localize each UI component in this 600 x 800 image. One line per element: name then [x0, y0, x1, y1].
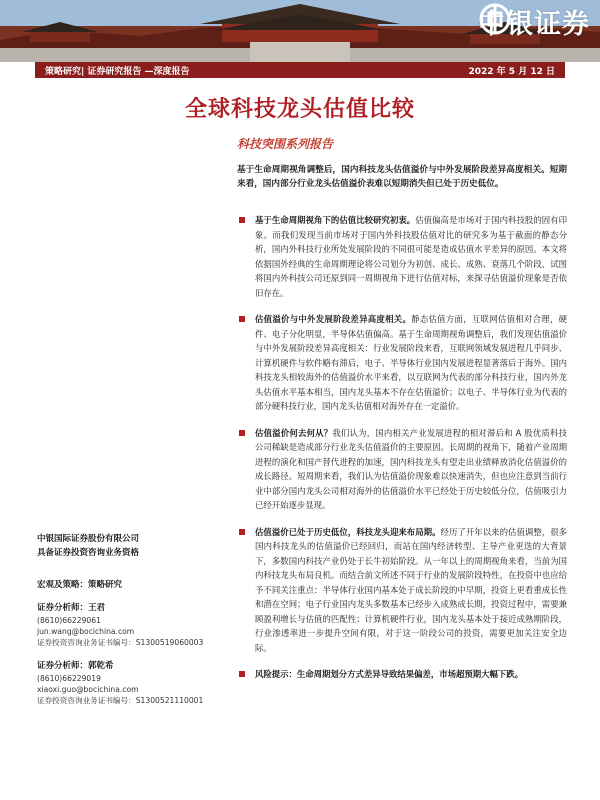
bullet-square-icon — [239, 671, 245, 677]
key-points-list — [237, 213, 567, 682]
analyst-name: 证券分析师：郭乾希 — [37, 661, 114, 671]
report-subtitle: 科技突围系列报告 — [237, 137, 334, 151]
key-point — [237, 525, 567, 656]
bullet-square-icon — [239, 217, 245, 223]
analyst-phone: (8610)66229019 — [37, 674, 101, 683]
analyst-cert: 证券投资咨询业务证书编号：S1300519060003 — [37, 638, 204, 647]
report-title: 全球科技龙头估值比较 — [184, 96, 415, 122]
key-point-text: 经历了开年以来的估值调整，很多国内科技龙头的估值溢价已经回归，而站在国内经济转型、主导产业更迭的大背景下，多数国内科技产业仍处于长牛初始阶段。从一年以上的周期视角来看，当前为国内科技龙头布局良机。而结合前文所述不同于行业的发展阶段特性，在投资中也应给予不同关注重点：半导体行业国内基本处于成长阶段的中早期，投资上更看重成长性和潜在空间；电子行业国内龙头多数基本已经步入成熟成长期，投资过程中，需要兼顾盈利增长与估值的匹配性；计算机硬件行业，国内龙头基本处于接近成熟期阶段，行业渗透率进一步提升空间有限，对于这一阶段公司的投资，需要更加关注安全边际。 — [255, 526, 567, 653]
company-name: 中银国际证券股份有限公司 — [37, 534, 140, 544]
report-date: 2022 年 5 月 12 日 — [468, 66, 555, 77]
key-point-heading: 估值溢价与中外发展阶段差异高度相关。 — [255, 314, 412, 324]
key-point-heading: 估值溢价已处于历史低位，科技龙头迎来布局期。 — [255, 526, 441, 537]
header-banner — [0, 0, 600, 62]
bullet-square-icon — [239, 529, 245, 535]
analyst-phone: (8610)66229061 — [37, 616, 101, 625]
analyst-card — [37, 602, 227, 648]
research-section: 宏观及策略：策略研究 — [37, 580, 123, 590]
report-info-bar — [35, 62, 565, 78]
analyst-card — [37, 660, 227, 706]
brand-name: 中银证券 — [478, 9, 590, 40]
key-point-text: 我们认为，国内相关产业发展进程的相对滞后和 A 股优质科技公司稀缺是造成部分行业龙头估值溢价的主要原因。长周期的视角下，随着产业周期进程的演化和国产替代进程的加速，国内科技龙头有望走出业绩释放消化估值溢价的成长路径。短周期来看，我们认为估值溢价现象难以快速消失，但也应注意到当前行业中部分国内龙头公司相对海外的估值溢价水平已经处于历史较低分位，估值吸引力已经开始逐步显现。 — [255, 427, 567, 510]
key-point-text: 静态估值方面，互联网估值相对合理，硬件、电子分化明显，半导体估值偏高。基于生命周期视角调整后，我们发现估值溢价与中外发展阶段差异高度相关：行业发展阶段来看，互联网领域发展进程几乎同步、计算机硬件与软件略有滞后，电子、半导体行业国内发展进程显著落后于海外。国内科技龙头相较海外的估值溢价水平来看，以互联网为代表的部分科技行业，国内外龙头估值水平基本相当，国内龙头基本不存在估值溢价；以电子、半导体行业为代表的部分硬科技行业，国内龙头估值相对海外存在一定溢价。 — [255, 314, 568, 411]
key-point-heading: 基于生命周期视角下的估值比较研究初衷。 — [255, 215, 416, 225]
key-point — [237, 312, 567, 414]
summary-paragraph: 基于生命周期视角调整后，国内科技龙头估值溢价与中外发展阶段差异高度相关。短期来看，国内部分行业龙头估值溢价表难以短期消失但已处于历史低位。 — [237, 165, 567, 189]
analyst-email[interactable]: xiaoxi.guo@bocichina.com — [37, 685, 139, 694]
author-sidebar — [37, 532, 227, 718]
risk-warning — [237, 667, 567, 682]
bullet-square-icon — [239, 316, 245, 322]
report-tags: 策略研究| 证券研究报告 —深度报告 — [45, 66, 190, 77]
company-qualification: 具备证券投资咨询业务资格 — [37, 548, 140, 558]
risk-warning-text: 风险提示：生命周期划分方式差异导致结果偏差，市场超预期大幅下跌。 — [255, 669, 523, 679]
bullet-square-icon — [239, 430, 245, 436]
analyst-name: 证券分析师：王君 — [37, 603, 106, 613]
brand — [478, 2, 590, 41]
key-point — [237, 213, 567, 300]
bank-of-china-coin-icon — [478, 2, 512, 36]
key-point-text: 估值偏高是市场对于国内科技股的固有印象。而我们发现当前市场对于国内外科技股估值对比的研究多为基于截面的静态分析，国内外科技行业所处发展阶段的不同很可能是造成估值水平差异的原因。本文将依据国外经典的生命周期理论将公司划分为初创、成长、成熟、衰落几个阶段，试图将国内外科技公司还原到同一周期视角下进行估值对标，来探寻估值溢价现象是否依旧存在。 — [255, 215, 568, 298]
key-point — [237, 426, 567, 513]
analyst-cert: 证券投资咨询业务证书编号：S1300521110001 — [37, 696, 204, 705]
key-point-heading: 估值溢价何去何从？ — [255, 427, 333, 438]
analyst-email[interactable]: jun.wang@bocichina.com — [37, 627, 135, 636]
